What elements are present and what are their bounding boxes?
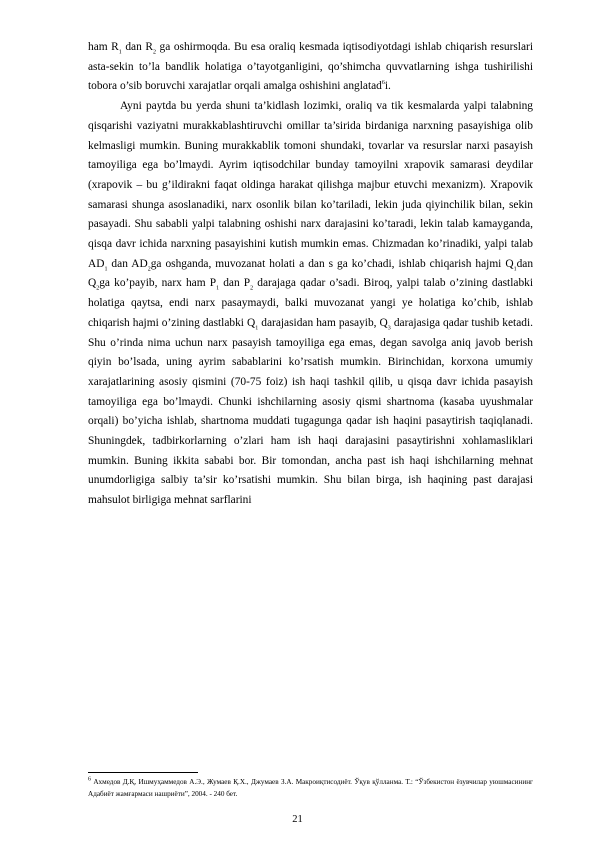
text-run: dan P	[219, 277, 251, 290]
subscript: 1	[255, 325, 259, 332]
text-run: darajasiga qadar tushib ketadi. Shu o’rinda nima uchun narx pasayish tamoyiliga ega emas, degan savolga aniq javob berish qiyin bo’lsada, uning ayrim sabablarini ko’rsatish mumkin. Birinchidan, korxona umumiy xarajatlarining asosiy qismini (70-75 foiz) ish haqi tashkil qilib, u qisqa davr ichida pasayish tamoyiliga ega bo’lmaydi. Chunki ishchilarning asosiy qismi shartnoma (kasaba uyushmalar orqali) bo’yicha ishlab, shartnoma muddati tugagunga qadar ish haqini pasaytirish taqiqlanadi. Shuningdek, tadbirkorlarning o’zlari ham ish haqi darajasini pasaytirishni xohlamasliklari mumkin. Buning ikkita sababi bor. Bir tomondan, ancha past ish haqi ishchilarning mehnat unumdorligiga salbiy ta’sir ko’rsatishi mumkin. Shu bilan birga, ish haqining past darajasi mahsulot birligiga mehnat sarflarini	[88, 316, 533, 507]
paragraph-2	[88, 97, 533, 511]
footnote-text: Ахмедов Д.Қ, Ишмуҳаммедов А.Э., Жумаев Қ.Х., Джумаев З.А. Макроиқтисодиёт. Ўқув қўлланма. Т.: “Ўзбекистон ёзувчилар уюшмасининг Адабиёт жамғармаси нашриёти”, 2004. - 240 бет.	[88, 778, 533, 798]
subscript: 1	[513, 266, 517, 273]
text-run: Ayni paytda bu yerda shuni ta’kidlash lozimki, oraliq va tik kesmalarda yalpi talabning qisqarishi vaziyatni murakkablashtiruvchi omillar ta’sirida birdaniga narxning pasayishiga olib kelmasligi mumkin. Buning murakkablik tomoni shundaki, tovarlar va resurslar narxi pasayish tamoyiliga ega bo’lmaydi. Ayrim iqtisodchilar bunday tamoyilni xrapovik samarasi deydilar (xrapovik – bu g’ildirakni faqat oldinga harakat qilishga majbur etuvchi mexanizm). Xrapovik samarasi shunga asoslanadiki, narx osonlik bilan ko’tariladi, lekin juda qiyinchilik bilan, sekin pasayadi. Shu sababli yalpi talabning oshishi narx darajasini ko’taradi, lekin talab kamayganda, qisqa davr ichida narxning pasayishini kutish mumkin emas. Chizmadan ko’rinadiki, yalpi talab AD	[88, 100, 533, 270]
page-number: 21	[292, 814, 303, 825]
text-run: i.	[384, 80, 391, 93]
text-run: ga ko’payib, narx ham P	[99, 277, 217, 290]
text-run: dan R	[121, 41, 153, 53]
footnote-separator	[88, 772, 198, 773]
text-run: darajasidan ham pasayib, Q	[258, 316, 388, 329]
subscript: 1	[118, 49, 122, 56]
text-run: ga oshganda, muvozanat holati a dan s ga ko’chadi, ishlab chiqarish hajmi Q	[150, 257, 514, 270]
footnote-ref: 6	[381, 80, 385, 87]
text-run: dan AD	[107, 257, 148, 270]
text-run: darajaga qadar o’sadi. Biroq, yalpi talab o’zining dastlabki holatiga qaytsa, endi narx pasaymaydi, balki muvozanat yangi ye holatiga ko’chib, ishlab chiqarish hajmi o’zining dastlabki Q	[88, 277, 533, 329]
subscript: 2	[152, 49, 156, 56]
subscript: 1	[216, 285, 220, 292]
body-text	[88, 38, 533, 511]
footnote-mark: 6	[88, 776, 91, 783]
text-run: ga oshirmoqda. Bu esa oraliq kesmada iqtisodiyotdagi ishlab chiqarish resurslari asta-sekin to’la bandlik holatiga o’tayotganligini, qo’shimcha quvvatlarning ishga tushirilishi tobora o’sib boruvchi xarajatlar orqali amalga oshishini anglatad	[88, 41, 533, 93]
subscript: 2	[147, 266, 151, 273]
paragraph-1	[88, 38, 533, 97]
text-run: dan Q	[88, 257, 534, 290]
text-run: ham R	[88, 41, 119, 53]
subscript: 3	[387, 325, 391, 332]
subscript: 1	[104, 266, 108, 273]
subscript: 2	[96, 285, 100, 292]
footnote	[88, 776, 533, 800]
subscript: 2	[250, 285, 254, 292]
